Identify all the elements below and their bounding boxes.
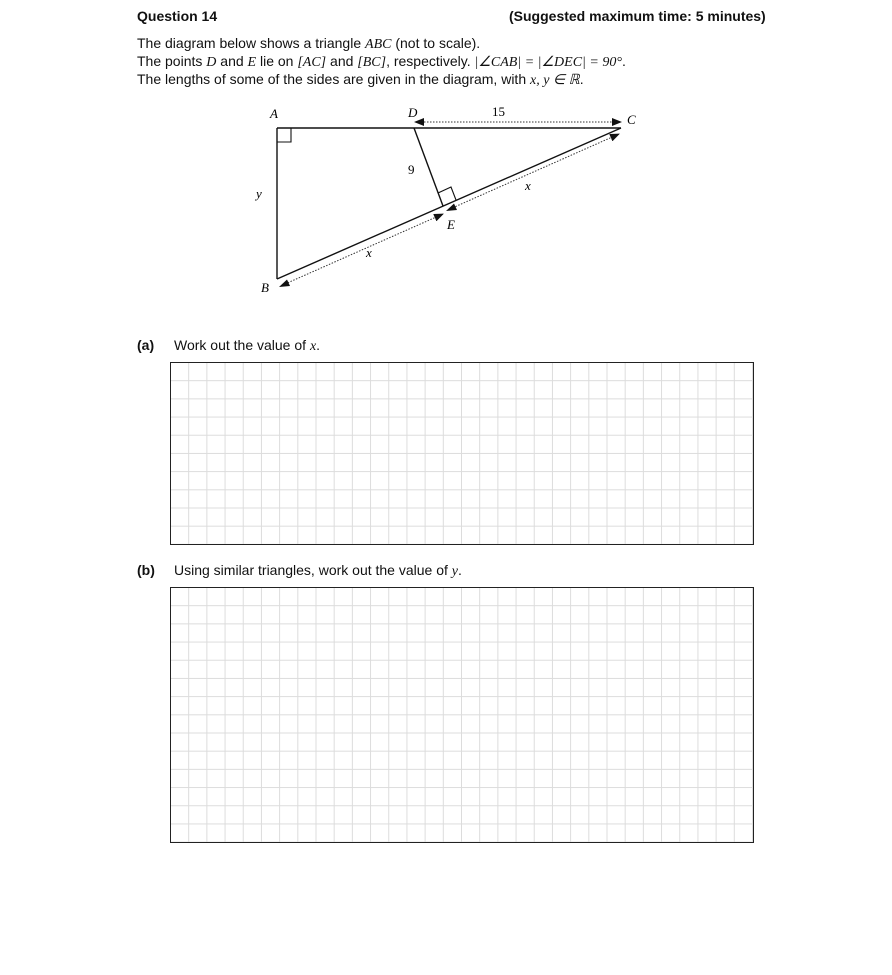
intro-text: . — [621, 53, 626, 69]
length-label-de: 9 — [408, 162, 415, 177]
suggested-time: (Suggested maximum time: 5 minutes) — [509, 8, 766, 24]
intro-math: [BC] — [357, 55, 387, 70]
vertex-label-d: D — [408, 105, 418, 120]
measure-ec-arrow — [450, 134, 619, 209]
intro-math: |∠CAB| = |∠DEC| = 90° — [474, 55, 622, 70]
part-a-prompt — [174, 337, 320, 355]
intro-line-2 — [137, 53, 626, 71]
vertex-label-b: B — [261, 280, 269, 295]
intro-text: (not to scale). — [391, 35, 481, 51]
intro-math: ABC — [365, 37, 392, 52]
answer-grid-a[interactable] — [170, 362, 754, 545]
part-a-letter: (a) — [137, 337, 155, 353]
part-b-math: y — [451, 564, 459, 579]
intro-text: and — [326, 53, 358, 69]
length-label-ec: x — [525, 178, 531, 193]
intro-math: x, y ∈ ℝ — [530, 73, 580, 88]
answer-grid-b[interactable] — [170, 587, 754, 843]
length-label-dc: 15 — [492, 104, 505, 119]
right-angle-a-icon — [277, 128, 291, 142]
length-label-ab: y — [256, 186, 262, 201]
intro-text: , respectively. — [386, 53, 475, 69]
vertex-label-c: C — [627, 112, 636, 127]
part-b-prompt — [174, 562, 462, 580]
length-label-be: x — [366, 245, 372, 260]
vertex-label-e: E — [447, 217, 455, 232]
measure-be-arrow — [285, 214, 443, 284]
intro-text: The points — [137, 53, 207, 69]
question-title: Question 14 — [137, 8, 218, 24]
intro-text: . — [579, 71, 584, 87]
part-a-text: Work out the value of — [174, 337, 310, 353]
intro-line-3 — [137, 71, 584, 89]
part-a-text-end: . — [316, 337, 321, 353]
intro-line-1 — [137, 35, 480, 53]
measure-be-left-head-icon — [279, 280, 290, 288]
part-b-letter: (b) — [137, 562, 155, 578]
intro-math: E — [247, 55, 257, 70]
triangle-diagram — [240, 100, 660, 300]
part-b-text: Using similar triangles, work out the value of — [174, 562, 452, 578]
intro-text: The diagram below shows a triangle — [137, 35, 366, 51]
intro-math: D — [206, 55, 217, 70]
intro-text: and — [216, 53, 248, 69]
part-b-text-end: . — [458, 562, 462, 578]
side-bc — [277, 128, 621, 279]
intro-text: lie on — [256, 53, 298, 69]
segment-de — [414, 128, 443, 206]
intro-math: [AC] — [297, 55, 327, 70]
vertex-label-a: A — [270, 106, 278, 121]
intro-text: The lengths of some of the sides are given in the diagram, with — [137, 71, 530, 87]
part-a-math: x — [309, 339, 317, 354]
